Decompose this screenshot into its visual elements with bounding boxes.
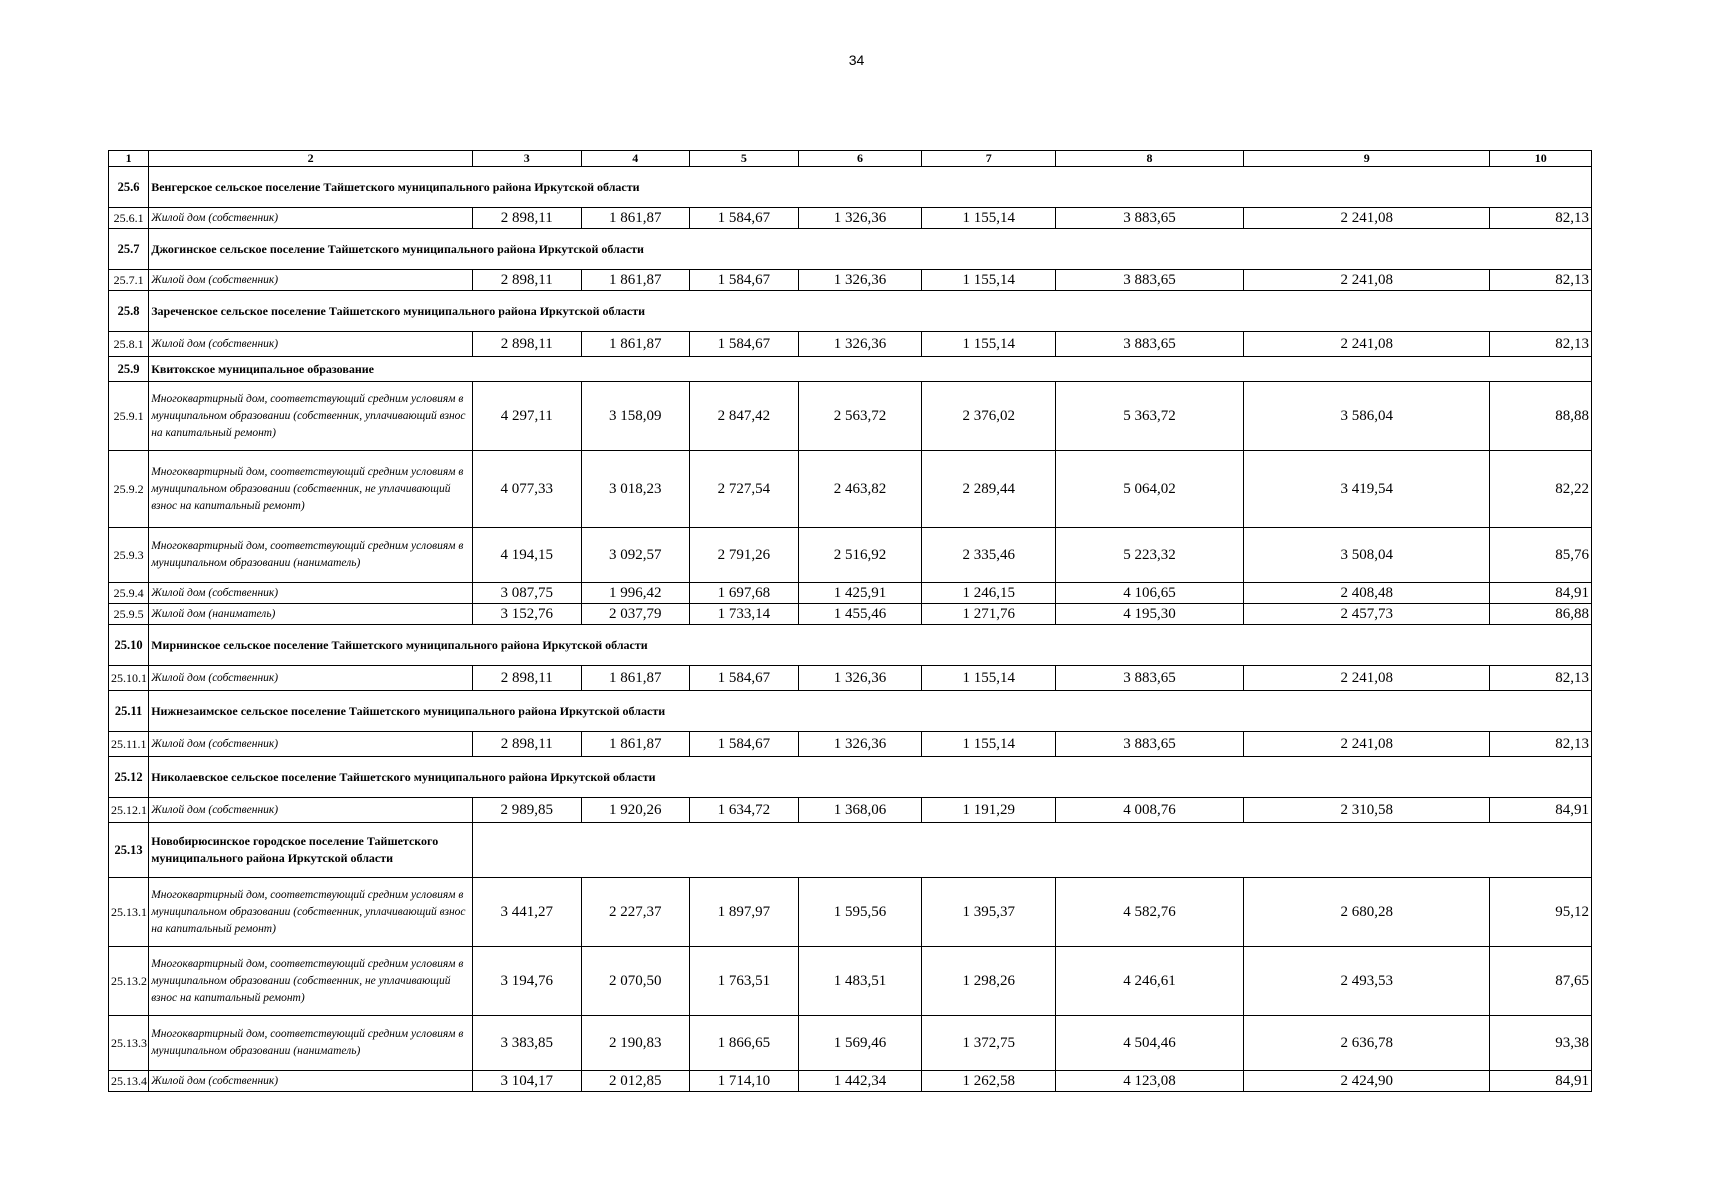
group-row <box>109 167 1592 208</box>
group-number: 25.9 <box>109 357 149 382</box>
header-cell: 9 <box>1244 151 1490 167</box>
value-cell: 84,91 <box>1490 798 1592 823</box>
value-cell: 84,91 <box>1490 1071 1592 1092</box>
value-cell: 3 883,65 <box>1056 666 1244 691</box>
value-cell: 4 504,46 <box>1056 1016 1244 1071</box>
value-cell: 1 326,36 <box>798 270 922 291</box>
row-number: 25.9.4 <box>109 583 149 604</box>
value-cell: 2 898,11 <box>472 208 581 229</box>
table-row <box>109 583 1592 604</box>
value-cell: 1 271,76 <box>922 604 1056 625</box>
row-description: Жилой дом (собственник) <box>149 208 473 229</box>
table-row <box>109 208 1592 229</box>
group-number: 25.13 <box>109 823 149 878</box>
value-cell: 1 584,67 <box>690 270 799 291</box>
row-description: Многоквартирный дом, соответствующий средним условиям в муниципальном образовании (собственник, уплачивающий взнос на капитальный ремонт) <box>149 382 473 451</box>
row-description: Многоквартирный дом, соответствующий средним условиям в муниципальном образовании (собственник, не уплачивающий взнос на капитальный ремонт) <box>149 451 473 528</box>
value-cell: 82,13 <box>1490 332 1592 357</box>
value-cell: 1 155,14 <box>922 666 1056 691</box>
value-cell: 87,65 <box>1490 947 1592 1016</box>
group-number: 25.12 <box>109 757 149 798</box>
header-cell: 4 <box>581 151 690 167</box>
group-name: Новобирюсинское городское поселение Тайшетского муниципального района Иркутской области <box>149 823 473 878</box>
value-cell: 1 861,87 <box>581 208 690 229</box>
row-description: Многоквартирный дом, соответствующий средним условиям в муниципальном образовании (собственник, не уплачивающий взнос на капитальный ремонт) <box>149 947 473 1016</box>
value-cell: 2 463,82 <box>798 451 922 528</box>
value-cell: 3 586,04 <box>1244 382 1490 451</box>
row-number: 25.13.1 <box>109 878 149 947</box>
value-cell: 82,22 <box>1490 451 1592 528</box>
value-cell: 4 195,30 <box>1056 604 1244 625</box>
table-row <box>109 382 1592 451</box>
value-cell: 1 395,37 <box>922 878 1056 947</box>
value-cell: 3 883,65 <box>1056 208 1244 229</box>
value-cell: 2 335,46 <box>922 528 1056 583</box>
value-cell: 2 241,08 <box>1244 332 1490 357</box>
group-number: 25.8 <box>109 291 149 332</box>
value-cell: 1 326,36 <box>798 208 922 229</box>
table-row <box>109 451 1592 528</box>
value-cell: 3 104,17 <box>472 1071 581 1092</box>
table-row <box>109 878 1592 947</box>
value-cell: 1 861,87 <box>581 332 690 357</box>
value-cell: 2 241,08 <box>1244 208 1490 229</box>
table-row <box>109 604 1592 625</box>
row-number: 25.13.3 <box>109 1016 149 1071</box>
value-cell: 2 190,83 <box>581 1016 690 1071</box>
value-cell: 2 012,85 <box>581 1071 690 1092</box>
value-cell: 2 989,85 <box>472 798 581 823</box>
value-cell: 2 847,42 <box>690 382 799 451</box>
row-number: 25.13.2 <box>109 947 149 1016</box>
value-cell: 1 455,46 <box>798 604 922 625</box>
value-cell: 2 791,26 <box>690 528 799 583</box>
value-cell: 1 584,67 <box>690 732 799 757</box>
value-cell: 2 070,50 <box>581 947 690 1016</box>
value-cell: 2 898,11 <box>472 332 581 357</box>
value-cell: 2 493,53 <box>1244 947 1490 1016</box>
value-cell: 1 483,51 <box>798 947 922 1016</box>
value-cell: 3 158,09 <box>581 382 690 451</box>
row-description: Жилой дом (собственник) <box>149 583 473 604</box>
value-cell: 4 106,65 <box>1056 583 1244 604</box>
row-number: 25.9.5 <box>109 604 149 625</box>
row-description: Жилой дом (собственник) <box>149 270 473 291</box>
row-description: Жилой дом (собственник) <box>149 732 473 757</box>
table-row <box>109 528 1592 583</box>
value-cell: 1 425,91 <box>798 583 922 604</box>
value-cell: 3 018,23 <box>581 451 690 528</box>
group-row <box>109 757 1592 798</box>
value-cell: 1 584,67 <box>690 332 799 357</box>
row-description: Многоквартирный дом, соответствующий средним условиям в муниципальном образовании (наниматель) <box>149 528 473 583</box>
value-cell: 2 727,54 <box>690 451 799 528</box>
group-row <box>109 357 1592 382</box>
page-number: 34 <box>848 52 865 68</box>
table-row <box>109 270 1592 291</box>
value-cell: 3 092,57 <box>581 528 690 583</box>
value-cell: 1 262,58 <box>922 1071 1056 1092</box>
row-number: 25.6.1 <box>109 208 149 229</box>
table-row <box>109 1016 1592 1071</box>
value-cell: 1 569,46 <box>798 1016 922 1071</box>
value-cell: 1 714,10 <box>690 1071 799 1092</box>
group-row <box>109 691 1592 732</box>
row-number: 25.12.1 <box>109 798 149 823</box>
group-name: Зареченское сельское поселение Тайшетского муниципального района Иркутской области <box>149 291 1592 332</box>
value-cell: 4 077,33 <box>472 451 581 528</box>
row-description: Жилой дом (собственник) <box>149 1071 473 1092</box>
value-cell: 1 866,65 <box>690 1016 799 1071</box>
value-cell: 1 155,14 <box>922 332 1056 357</box>
value-cell: 2 898,11 <box>472 666 581 691</box>
value-cell: 1 920,26 <box>581 798 690 823</box>
value-cell: 85,76 <box>1490 528 1592 583</box>
value-cell: 3 441,27 <box>472 878 581 947</box>
row-number: 25.13.4 <box>109 1071 149 1092</box>
header-cell: 5 <box>690 151 799 167</box>
value-cell: 1 246,15 <box>922 583 1056 604</box>
value-cell: 1 584,67 <box>690 208 799 229</box>
group-row <box>109 625 1592 666</box>
value-cell: 2 516,92 <box>798 528 922 583</box>
row-description: Многоквартирный дом, соответствующий средним условиям в муниципальном образовании (наниматель) <box>149 1016 473 1071</box>
value-cell: 2 898,11 <box>472 732 581 757</box>
value-cell: 2 289,44 <box>922 451 1056 528</box>
value-cell: 86,88 <box>1490 604 1592 625</box>
row-number: 25.7.1 <box>109 270 149 291</box>
value-cell: 2 310,58 <box>1244 798 1490 823</box>
header-cell: 7 <box>922 151 1056 167</box>
header-cell: 1 <box>109 151 149 167</box>
value-cell: 82,13 <box>1490 208 1592 229</box>
table-row <box>109 332 1592 357</box>
value-cell: 3 087,75 <box>472 583 581 604</box>
group-row <box>109 823 1592 878</box>
value-cell: 88,88 <box>1490 382 1592 451</box>
value-cell: 82,13 <box>1490 270 1592 291</box>
row-number: 25.10.1 <box>109 666 149 691</box>
group-name: Джогинское сельское поселение Тайшетского муниципального района Иркутской области <box>149 229 1592 270</box>
table-row <box>109 947 1592 1016</box>
value-cell: 1 155,14 <box>922 208 1056 229</box>
row-description: Жилой дом (наниматель) <box>149 604 473 625</box>
row-number: 25.9.1 <box>109 382 149 451</box>
value-cell: 1 996,42 <box>581 583 690 604</box>
row-number: 25.11.1 <box>109 732 149 757</box>
group-empty-area <box>472 823 1591 878</box>
value-cell: 1 861,87 <box>581 732 690 757</box>
value-cell: 4 297,11 <box>472 382 581 451</box>
value-cell: 2 563,72 <box>798 382 922 451</box>
value-cell: 2 376,02 <box>922 382 1056 451</box>
value-cell: 82,13 <box>1490 732 1592 757</box>
group-row <box>109 229 1592 270</box>
value-cell: 3 883,65 <box>1056 332 1244 357</box>
value-cell: 1 897,97 <box>690 878 799 947</box>
value-cell: 1 155,14 <box>922 732 1056 757</box>
group-row <box>109 291 1592 332</box>
table-header-row <box>109 151 1592 167</box>
value-cell: 1 155,14 <box>922 270 1056 291</box>
value-cell: 1 861,87 <box>581 666 690 691</box>
value-cell: 2 680,28 <box>1244 878 1490 947</box>
value-cell: 1 697,68 <box>690 583 799 604</box>
table-row <box>109 1071 1592 1092</box>
value-cell: 1 368,06 <box>798 798 922 823</box>
row-description: Многоквартирный дом, соответствующий средним условиям в муниципальном образовании (собственник, уплачивающий взнос на капитальный ремонт) <box>149 878 473 947</box>
value-cell: 82,13 <box>1490 666 1592 691</box>
value-cell: 3 419,54 <box>1244 451 1490 528</box>
row-number: 25.9.2 <box>109 451 149 528</box>
row-number: 25.9.3 <box>109 528 149 583</box>
value-cell: 95,12 <box>1490 878 1592 947</box>
table-row <box>109 732 1592 757</box>
row-description: Жилой дом (собственник) <box>149 666 473 691</box>
value-cell: 2 241,08 <box>1244 732 1490 757</box>
value-cell: 5 363,72 <box>1056 382 1244 451</box>
value-cell: 2 636,78 <box>1244 1016 1490 1071</box>
value-cell: 2 241,08 <box>1244 666 1490 691</box>
value-cell: 3 383,85 <box>472 1016 581 1071</box>
group-number: 25.7 <box>109 229 149 270</box>
group-name: Венгерское сельское поселение Тайшетского муниципального района Иркутской области <box>149 167 1592 208</box>
value-cell: 3 508,04 <box>1244 528 1490 583</box>
value-cell: 1 326,36 <box>798 732 922 757</box>
value-cell: 1 326,36 <box>798 332 922 357</box>
value-cell: 1 191,29 <box>922 798 1056 823</box>
value-cell: 1 442,34 <box>798 1071 922 1092</box>
table-row <box>109 666 1592 691</box>
value-cell: 4 008,76 <box>1056 798 1244 823</box>
value-cell: 5 223,32 <box>1056 528 1244 583</box>
group-name: Мирнинское сельское поселение Тайшетского муниципального района Иркутской области <box>149 625 1592 666</box>
tariff-table <box>108 150 1592 1092</box>
row-description: Жилой дом (собственник) <box>149 798 473 823</box>
value-cell: 2 457,73 <box>1244 604 1490 625</box>
value-cell: 3 883,65 <box>1056 270 1244 291</box>
value-cell: 1 298,26 <box>922 947 1056 1016</box>
value-cell: 2 898,11 <box>472 270 581 291</box>
header-cell: 3 <box>472 151 581 167</box>
header-cell: 6 <box>798 151 922 167</box>
value-cell: 1 372,75 <box>922 1016 1056 1071</box>
value-cell: 4 123,08 <box>1056 1071 1244 1092</box>
value-cell: 2 424,90 <box>1244 1071 1490 1092</box>
value-cell: 2 037,79 <box>581 604 690 625</box>
value-cell: 4 582,76 <box>1056 878 1244 947</box>
value-cell: 1 584,67 <box>690 666 799 691</box>
group-number: 25.6 <box>109 167 149 208</box>
row-description: Жилой дом (собственник) <box>149 332 473 357</box>
value-cell: 3 883,65 <box>1056 732 1244 757</box>
value-cell: 2 227,37 <box>581 878 690 947</box>
value-cell: 93,38 <box>1490 1016 1592 1071</box>
value-cell: 84,91 <box>1490 583 1592 604</box>
group-name: Николаевское сельское поселение Тайшетского муниципального района Иркутской области <box>149 757 1592 798</box>
group-name: Квитокское муниципальное образование <box>149 357 1592 382</box>
value-cell: 1 326,36 <box>798 666 922 691</box>
value-cell: 4 194,15 <box>472 528 581 583</box>
value-cell: 1 595,56 <box>798 878 922 947</box>
header-cell: 8 <box>1056 151 1244 167</box>
value-cell: 1 763,51 <box>690 947 799 1016</box>
value-cell: 3 194,76 <box>472 947 581 1016</box>
value-cell: 3 152,76 <box>472 604 581 625</box>
value-cell: 4 246,61 <box>1056 947 1244 1016</box>
value-cell: 2 408,48 <box>1244 583 1490 604</box>
group-number: 25.11 <box>109 691 149 732</box>
row-number: 25.8.1 <box>109 332 149 357</box>
value-cell: 2 241,08 <box>1244 270 1490 291</box>
value-cell: 1 861,87 <box>581 270 690 291</box>
group-name: Нижнезаимское сельское поселение Тайшетского муниципального района Иркутской области <box>149 691 1592 732</box>
value-cell: 1 634,72 <box>690 798 799 823</box>
table-row <box>109 798 1592 823</box>
group-number: 25.10 <box>109 625 149 666</box>
header-cell: 10 <box>1490 151 1592 167</box>
value-cell: 1 733,14 <box>690 604 799 625</box>
header-cell: 2 <box>149 151 473 167</box>
value-cell: 5 064,02 <box>1056 451 1244 528</box>
